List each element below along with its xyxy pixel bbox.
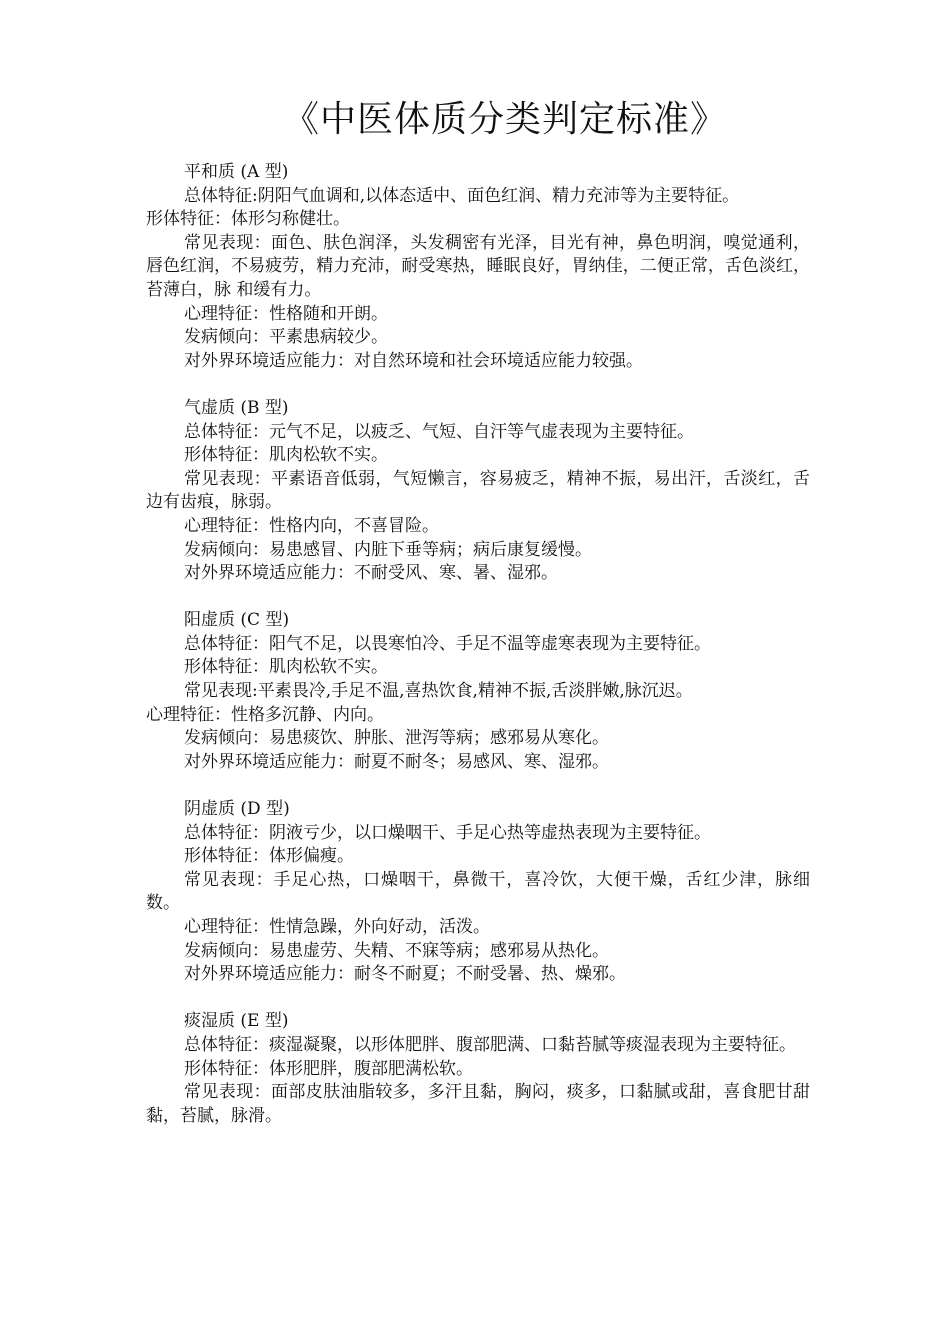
- section-paragraph: 常见表现:平素畏冷,手足不温,喜热饮食,精神不振,舌淡胖嫩,脉沉迟。: [184, 681, 693, 702]
- constitution-section: [146, 161, 810, 373]
- constitution-section: [146, 798, 810, 987]
- document-title: 《中医体质分类判定标准》: [282, 99, 727, 140]
- section-heading: 痰湿质 (E 型): [184, 1011, 289, 1032]
- section-heading: 气虚质 (B 型): [184, 397, 289, 418]
- section-paragraph: 总体特征:阴阳气血调和,以体态适中、面色红润、精力充沛等为主要特征。: [184, 185, 740, 206]
- section-paragraph: 常见表现：面部皮肤油脂较多，多汗且黏，胸闷，痰多，口黏腻或甜，喜食肥甘甜黏，苔腻，脉滑。: [146, 1082, 810, 1126]
- section-paragraph: 形体特征：体形匀称健壮。: [146, 209, 350, 230]
- constitution-section: [146, 1010, 810, 1128]
- section-paragraph: 发病倾向：平素患病较少。: [184, 327, 388, 348]
- section-paragraph: 形体特征：体形肥胖，腹部肥满松软。: [184, 1058, 473, 1079]
- section-heading: 阴虚质 (D 型): [184, 799, 290, 820]
- section-heading: 平和质 (A 型): [184, 162, 289, 182]
- section-paragraph: 心理特征：性格随和开朗。: [184, 303, 388, 324]
- section-paragraph: 发病倾向：易患痰饮、肿胀、泄泻等病；感邪易从寒化。: [184, 728, 609, 749]
- section-paragraph: 对外界环境适应能力：对自然环境和社会环境适应能力较强。: [184, 350, 643, 371]
- section-paragraph: 常见表现：手足心热，口燥咽干，鼻微干，喜冷饮，大便干燥，舌红少津，脉细数。: [146, 869, 810, 914]
- constitution-section: [146, 609, 810, 774]
- section-paragraph: 总体特征：元气不足，以疲乏、气短、自汗等气虚表现为主要特征。: [184, 421, 694, 442]
- section-paragraph: 对外界环境适应能力：耐夏不耐冬；易感风、寒、湿邪。: [184, 751, 609, 772]
- section-paragraph: 心理特征：性格多沉静、内向。: [146, 704, 384, 725]
- section-paragraph: 形体特征：肌肉松软不实。: [184, 657, 388, 678]
- section-paragraph: 对外界环境适应能力：不耐受风、寒、暑、湿邪。: [184, 563, 558, 584]
- section-paragraph: 发病倾向：易患感冒、内脏下垂等病；病后康复缓慢。: [184, 539, 592, 560]
- section-paragraph: 发病倾向：易患虚劳、失精、不寐等病；感邪易从热化。: [184, 940, 609, 961]
- document-body: [146, 161, 810, 1128]
- section-paragraph: 形体特征：肌肉松软不实。: [184, 445, 388, 466]
- section-paragraph: 常见表现：平素语音低弱，气短懒言，容易疲乏，精神不振，易出汗，舌淡红，舌边有齿痕，脉弱。: [146, 468, 810, 513]
- section-paragraph: 形体特征：体形偏瘦。: [184, 846, 354, 867]
- section-paragraph: 总体特征：阴液亏少，以口燥咽干、手足心热等虚热表现为主要特征。: [184, 822, 711, 843]
- section-paragraph: 总体特征：阳气不足，以畏寒怕冷、手足不温等虚寒表现为主要特征。: [184, 633, 711, 654]
- section-paragraph: 总体特征：痰湿凝聚，以形体肥胖、腹部肥满、口黏苔腻等痰湿表现为主要特征。: [184, 1034, 796, 1055]
- section-paragraph: 常见表现：面色、肤色润泽，头发稠密有光泽，目光有神，鼻色明润，嗅觉通利，唇色红润，不易疲劳，精力充沛，耐受寒热，睡眠良好，胃纳佳，二便正常，舌色淡红，苔薄白，脉 和缓有力。: [146, 232, 810, 300]
- section-paragraph: 对外界环境适应能力：耐冬不耐夏；不耐受暑、热、燥邪。: [184, 964, 626, 985]
- section-heading: 阳虚质 (C 型): [184, 610, 290, 631]
- section-paragraph: 心理特征：性情急躁，外向好动，活泼。: [184, 917, 490, 937]
- constitution-section: [146, 397, 810, 586]
- section-paragraph: 心理特征：性格内向，不喜冒险。: [184, 515, 439, 536]
